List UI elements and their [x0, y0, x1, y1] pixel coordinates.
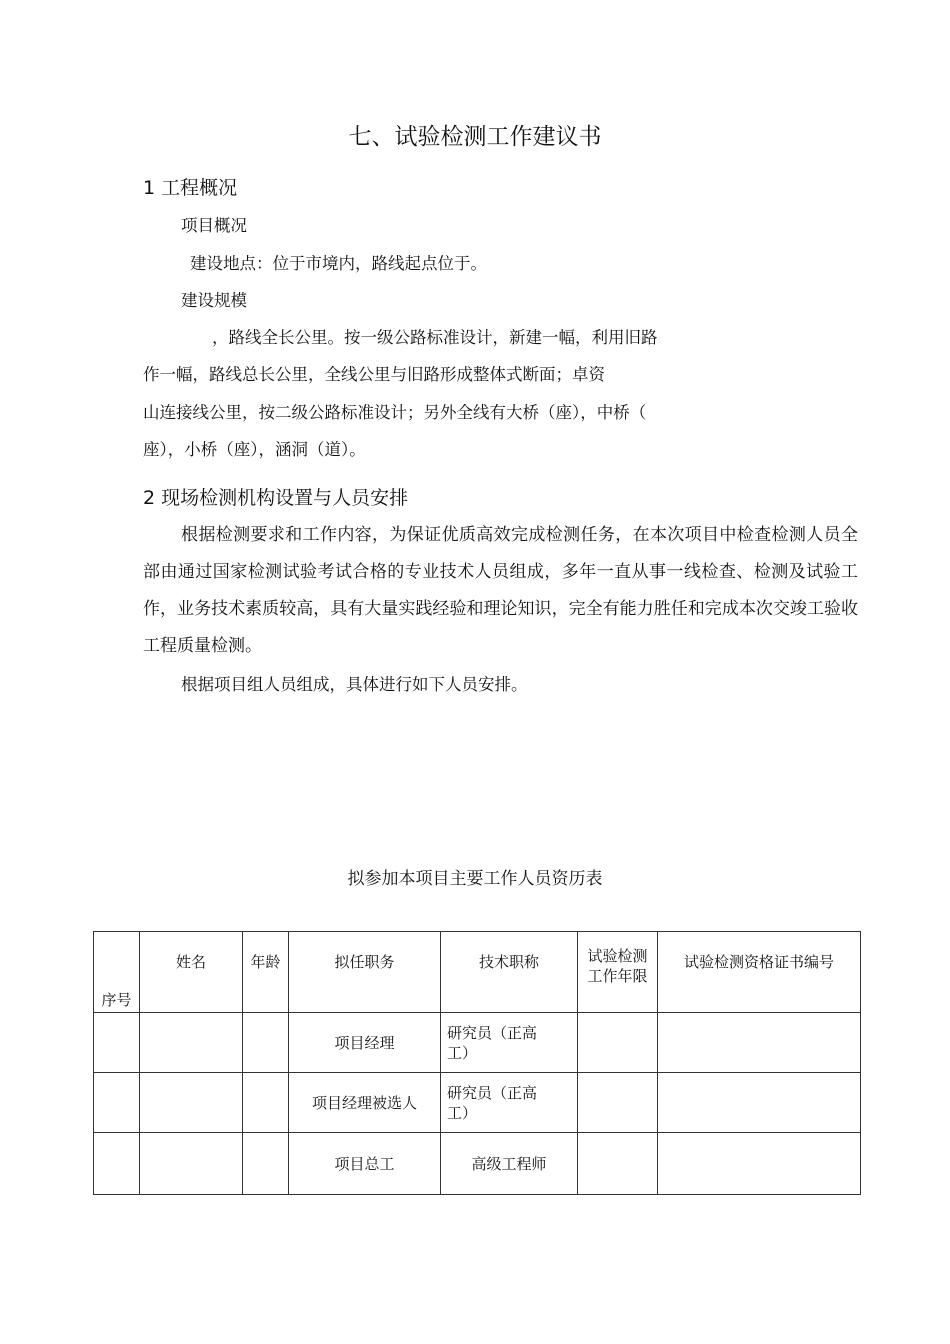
- section1-sub-project-overview: 项目概况: [181, 216, 247, 235]
- cell-years: [578, 1073, 658, 1133]
- cell-years: [578, 1013, 658, 1073]
- document-title: 七、试验检测工作建议书: [348, 124, 602, 150]
- cell-seq: [94, 1013, 140, 1073]
- header-years-cell: [578, 932, 658, 1013]
- section1-line-1: ，路线全长公里。按一级公路标准设计，新建一幅，利用旧路: [212, 328, 658, 347]
- cell-role: 项目总工: [289, 1133, 441, 1195]
- cell-age: [243, 1013, 289, 1073]
- section2-paragraph-1: 根据检测要求和工作内容，为保证优质高效完成检测任务，在本次项目中检查检测人员全部由通过国家检测试验考试合格的专业技术人员组成，多年一直从事一线检查、检测及试验工作，业务技术素质较高，具有大量实践经验和理论知识，完全有能力胜任和完成本次交竣工验收工程质量检测。: [143, 525, 858, 656]
- section1-heading: 1 工程概况: [143, 177, 238, 199]
- section1-line-4: 座），小桥（座），涵洞（道）。: [143, 440, 366, 459]
- cell-years: [578, 1133, 658, 1195]
- cell-cert: [658, 1133, 861, 1195]
- cell-role: 项目经理被选人: [289, 1073, 441, 1133]
- cell-cert: [658, 1073, 861, 1133]
- section1-location: 建设地点：位于市境内，路线起点位于。: [190, 254, 487, 273]
- cell-name: [140, 1013, 243, 1073]
- table-row: [94, 1013, 861, 1073]
- table-row: [94, 1073, 861, 1133]
- section1-sub-scale: 建设规模: [181, 291, 247, 310]
- header-seq: 序号: [94, 932, 140, 1013]
- cell-name: [140, 1073, 243, 1133]
- cell-seq: [94, 1073, 140, 1133]
- table-row: [94, 1133, 861, 1195]
- table-header-row: [94, 932, 861, 1013]
- section2-heading: 2 现场检测机构设置与人员安排: [143, 487, 409, 509]
- header-role: 拟任职务: [289, 932, 441, 1013]
- section1-line-2: 作一幅，路线总长公里，全线公里与旧路形成整体式断面；卓资: [143, 365, 605, 384]
- header-cert: 试验检测资格证书编号: [658, 932, 861, 1013]
- cell-name: [140, 1133, 243, 1195]
- cell-age: [243, 1073, 289, 1133]
- cell-role: 项目经理: [289, 1013, 441, 1073]
- section2-paragraph-2: 根据项目组人员组成，具体进行如下人员安排。: [181, 675, 528, 694]
- header-name: 姓名: [140, 932, 243, 1013]
- cell-seq: [94, 1133, 140, 1195]
- cell-tech-title: 研究员（正高工）: [441, 1073, 578, 1133]
- section1-line-3: 山连接线公里，按二级公路标准设计；另外全线有大桥（座），中桥（: [143, 403, 647, 422]
- cell-tech-title: 研究员（正高工）: [441, 1013, 578, 1073]
- header-years: 试验检测工作年限: [587, 947, 648, 985]
- table-caption: 拟参加本项目主要工作人员资历表: [347, 869, 603, 889]
- cell-tech-title: 高级工程师: [441, 1133, 578, 1195]
- staff-table: [93, 931, 861, 1195]
- header-age: 年龄: [243, 932, 289, 1013]
- cell-cert: [658, 1013, 861, 1073]
- header-tech-title: 技术职称: [441, 932, 578, 1013]
- cell-age: [243, 1133, 289, 1195]
